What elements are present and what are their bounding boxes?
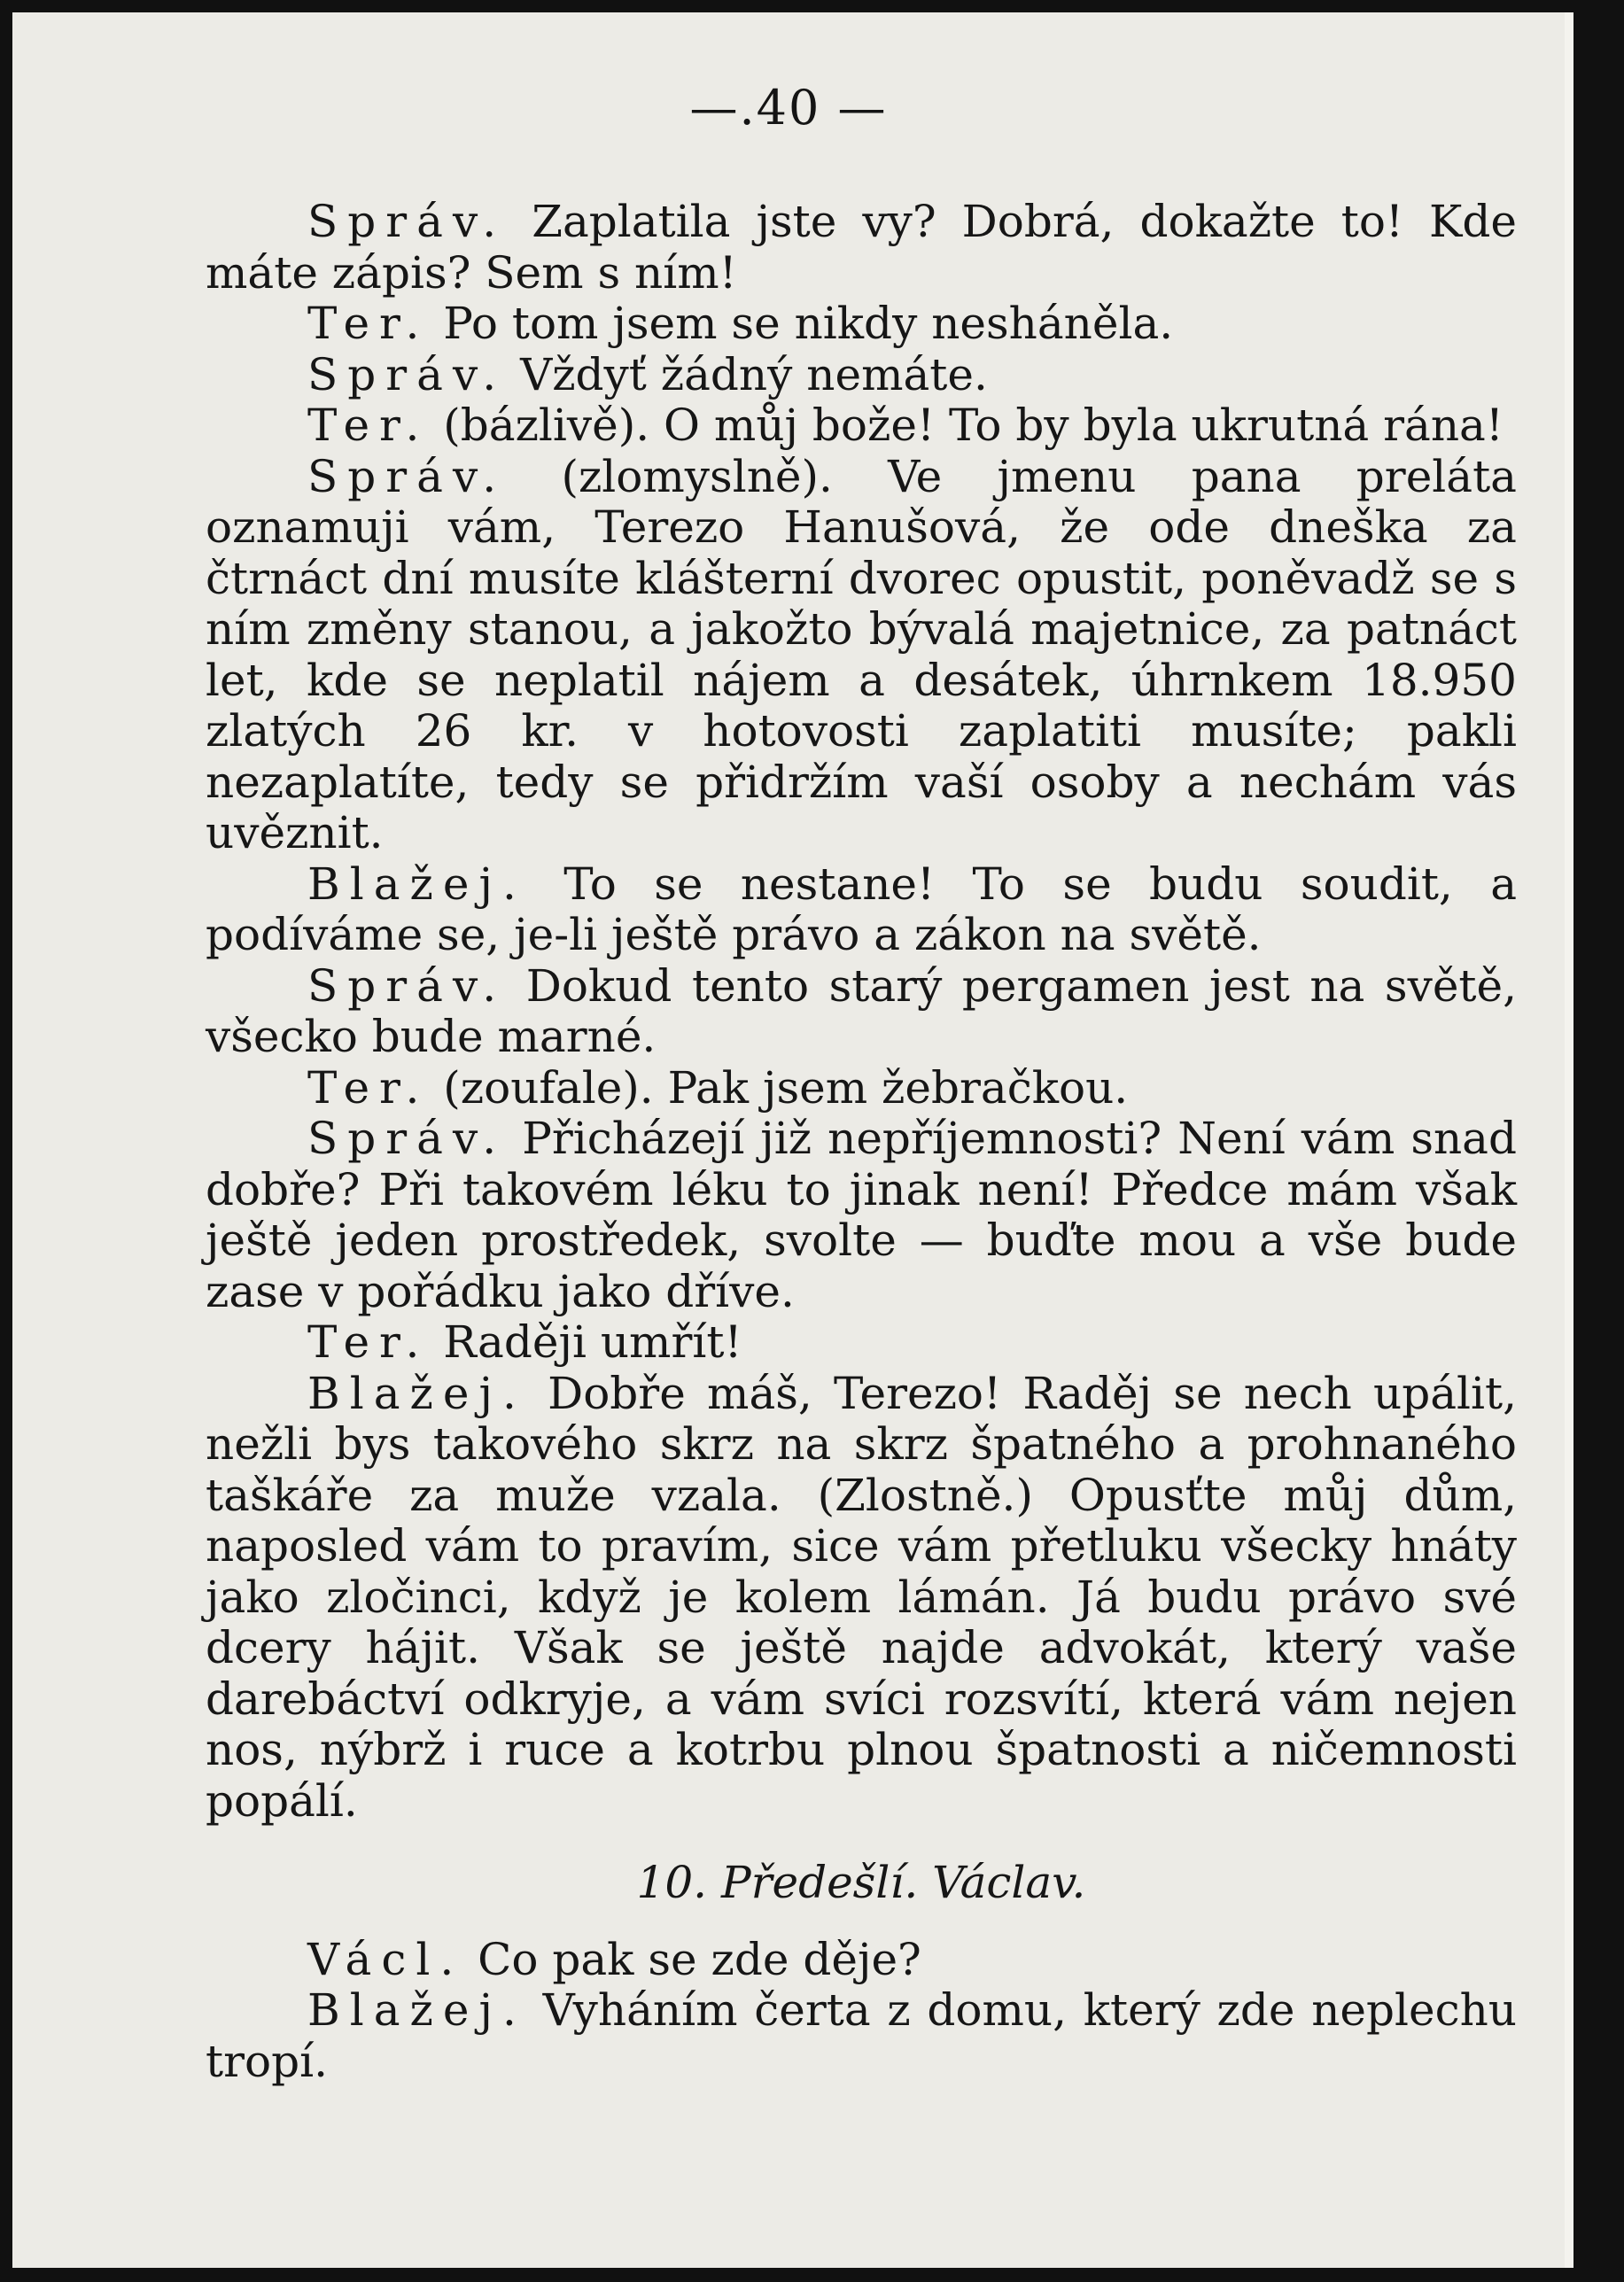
dialogue-paragraph: [206, 1985, 1517, 2087]
page-edge: [1565, 12, 1573, 2268]
dialogue-paragraph: [206, 452, 1517, 859]
line: (zlomyslně). Ve jmenu pana preláta oznamuji vám, Terezo Hanušová, že ode dneška za čtrnáct dní musíte klášterní dvorec opustit, poněvadž se s ním změny stanou, a jakožto bývalá majetnice, za patnáct let, kde se neplatil nájem a desátek, úhrnkem 18.950 zlatých 26 kr. v hotovosti zaplatiti musíte; pakli nezaplatíte, tedy se přidržím vaší osoby a nechám vás uvěznit.: [206, 450, 1517, 858]
line: Přicházejí již nepříjemnosti? Není vám snad dobře? Při takovém léku to jinak není! Předce mám však ještě jeden prostředek, svolte — buďte mou a vše bude zase v pořádku jako dříve.: [206, 1113, 1517, 1317]
speaker: Správ.: [307, 1113, 507, 1164]
page-number: —.40 —: [689, 80, 888, 136]
line: Vyháním čerta z domu, který zde neplechu tropí.: [206, 1984, 1517, 2087]
dialogue-paragraph: [206, 1935, 1517, 1986]
dialogue-paragraph: [206, 197, 1517, 299]
speaker: Blažej.: [307, 858, 526, 910]
line: Dokud tento starý pergamen jest na světě, všecko bude marné.: [206, 959, 1517, 1062]
speaker: Ter.: [307, 1316, 430, 1368]
line: Raději umřít!: [429, 1316, 742, 1368]
speaker: Správ.: [307, 959, 507, 1012]
dialogue-paragraph: [206, 859, 1517, 961]
speaker: Václ.: [307, 1933, 464, 1985]
dialogue-paragraph: [206, 1063, 1517, 1114]
speaker: Blažej.: [307, 1984, 526, 2036]
speaker: Blažej.: [307, 1367, 526, 1419]
body-text: [206, 197, 1517, 2087]
speaker: Ter.: [307, 400, 430, 451]
speaker: Správ.: [307, 196, 507, 247]
line: (zoufale). Pak jsem žebračkou.: [429, 1061, 1129, 1114]
speaker: Správ.: [307, 450, 507, 502]
line: Dobře máš, Terezo! Raděj se nech upálit, nežli bys takového skrz na skrz špatného a prohnaného taškáře za muže vzala. (Zlostně.) Opusťte můj dům, naposled vám to pravím, sice vám přetluku všecky hnáty jako zločinci, když je kolem lámán. Já budu právo své dcery hájit. Však se ještě najde advokát, který vaše darebáctví odkryje, a vám svíci rozsvítí, která vám nejen nos, nýbrž i ruce a kotrbu plnou špatnosti a ničemnosti popálí.: [206, 1367, 1517, 1827]
speaker: Ter.: [307, 298, 430, 349]
dialogue-paragraph: [206, 961, 1517, 1063]
dialogue-paragraph: [206, 1369, 1517, 1828]
page: [12, 12, 1565, 2268]
line: To se nestane! To se budu soudit, a podíváme se, je-li ještě právo a zákon na světě.: [206, 858, 1517, 960]
line: Zaplatila jste vy? Dobrá, dokažte to! Kde máte zápis? Sem s ním!: [206, 196, 1517, 299]
line: Po tom jsem se nikdy nesháněla.: [429, 298, 1174, 349]
scene-heading: 10. Předešlí. Václav.: [636, 1857, 1086, 1908]
dialogue-paragraph: [206, 350, 1517, 401]
speaker: Ter.: [307, 1061, 430, 1114]
line: Co pak se zde děje?: [463, 1933, 921, 1985]
speaker: Správ.: [307, 348, 507, 400]
dialogue-paragraph: [206, 400, 1517, 452]
dialogue-paragraph: [206, 1114, 1517, 1317]
line: (bázlivě). O můj bože! To by byla ukrutná rána!: [429, 400, 1504, 451]
dialogue-paragraph: [206, 299, 1517, 350]
line: Vždyť žádný nemáte.: [506, 348, 988, 400]
dialogue-paragraph: [206, 1317, 1517, 1369]
